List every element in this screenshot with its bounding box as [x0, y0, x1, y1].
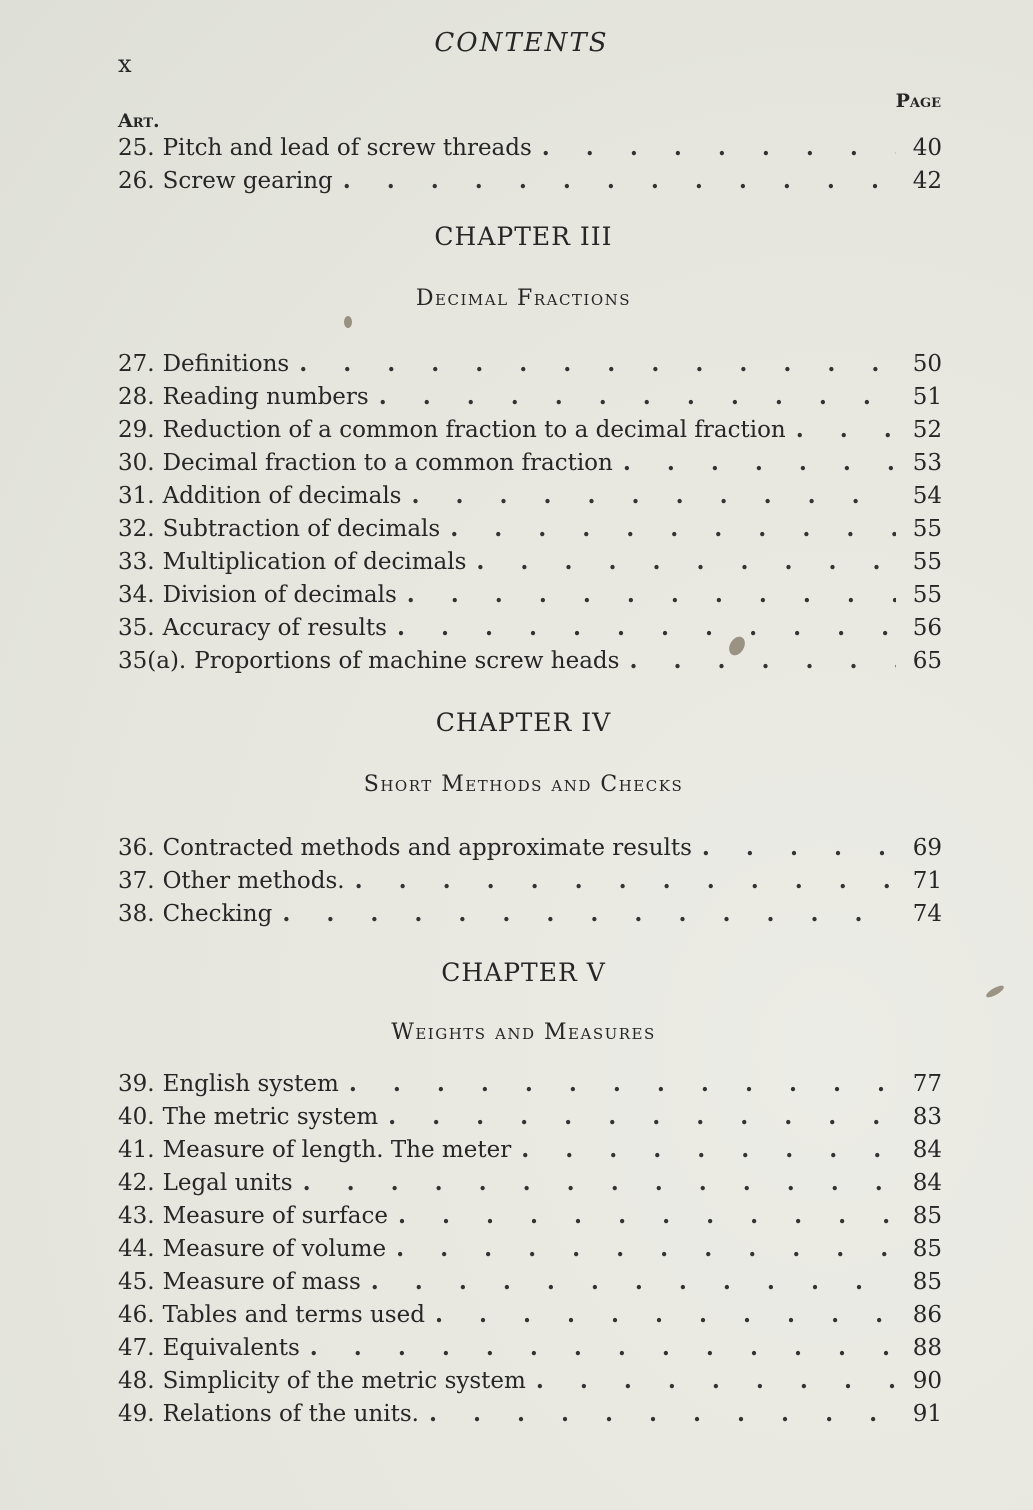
entry-page-number: 90	[912, 1368, 942, 1394]
chapter-title: CHAPTER V	[441, 958, 606, 987]
dot-leader	[450, 515, 896, 542]
dot-leader	[702, 834, 896, 861]
dot-leader	[623, 449, 896, 476]
entry-title: Measure of volume	[162, 1236, 387, 1262]
entry-number: 31.	[118, 483, 155, 509]
entry-number: 27.	[118, 351, 155, 377]
entry-number: 44.	[118, 1236, 155, 1262]
dot-leader	[435, 1301, 896, 1328]
entry-page-number: 85	[912, 1269, 942, 1295]
entry-title: Reduction of a common fraction to a decimal fraction	[162, 417, 786, 443]
dot-leader	[542, 134, 896, 161]
entry-number: 30.	[118, 450, 155, 476]
entry-number: 29.	[118, 417, 155, 443]
entry-title: Simplicity of the metric system	[162, 1368, 526, 1394]
toc-section	[118, 828, 942, 927]
chapter-title: CHAPTER IV	[435, 708, 612, 737]
entry-title: Accuracy of results	[162, 615, 387, 641]
entry-title: Tables and terms used	[162, 1302, 425, 1328]
toc-entry	[118, 575, 942, 608]
toc-entry	[118, 1262, 942, 1295]
toc-entry	[118, 1295, 942, 1328]
entry-number: 28.	[118, 384, 155, 410]
toc-entry	[118, 1394, 942, 1427]
entry-title: Contracted methods and approximate results	[162, 835, 692, 861]
toc-entry	[118, 1196, 942, 1229]
entry-number: 38.	[118, 901, 155, 927]
dot-leader	[398, 1202, 896, 1229]
entry-title: Legal units	[162, 1170, 293, 1196]
entry-title: Pitch and lead of screw threads	[162, 135, 532, 161]
dot-leader	[355, 867, 896, 894]
entry-number: 26.	[118, 168, 155, 194]
toc-entry	[118, 161, 942, 194]
toc-entry	[118, 1097, 942, 1130]
entry-number: 36.	[118, 835, 155, 861]
dot-leader	[349, 1070, 896, 1097]
toc-entry	[118, 1064, 942, 1097]
entry-page-number: 86	[912, 1302, 942, 1328]
dot-leader	[476, 548, 896, 575]
chapter-title: CHAPTER III	[434, 222, 613, 251]
entry-title: Measure of length. The meter	[162, 1137, 512, 1163]
entry-number: 35.	[118, 615, 155, 641]
toc-entry	[118, 828, 942, 861]
section-title: Decimal Fractions	[415, 286, 632, 311]
entry-title: Relations of the units.	[162, 1401, 419, 1427]
ink-spot	[344, 316, 352, 328]
running-head: CONTENTS	[434, 28, 609, 58]
entry-title: Decimal fraction to a common fraction	[162, 450, 613, 476]
entry-number: 49.	[118, 1401, 155, 1427]
toc-entry	[118, 641, 942, 674]
entry-number: 32.	[118, 516, 155, 542]
toc-section	[118, 128, 942, 194]
entry-page-number: 85	[912, 1236, 942, 1262]
entry-number: 46.	[118, 1302, 155, 1328]
entry-page-number: 50	[912, 351, 942, 377]
entry-page-number: 51	[912, 384, 942, 410]
entry-title: Measure of surface	[162, 1203, 388, 1229]
entry-page-number: 42	[912, 168, 942, 194]
entry-title: Other methods.	[162, 868, 345, 894]
toc-entry	[118, 509, 942, 542]
entry-page-number: 84	[912, 1137, 942, 1163]
entry-page-number: 65	[912, 648, 942, 674]
dot-leader	[303, 1169, 896, 1196]
dot-leader	[379, 383, 896, 410]
entry-page-number: 52	[912, 417, 942, 443]
page-folio: x	[118, 50, 132, 78]
entry-page-number: 40	[912, 135, 942, 161]
entry-title: Subtraction of decimals	[162, 516, 441, 542]
entry-title: Definitions	[162, 351, 290, 377]
entry-page-number: 85	[912, 1203, 942, 1229]
dot-leader	[536, 1367, 896, 1394]
entry-title: Addition of decimals	[162, 483, 402, 509]
toc-entry	[118, 1361, 942, 1394]
dot-leader	[371, 1268, 896, 1295]
dot-leader	[521, 1136, 896, 1163]
page-column-label: Page	[895, 90, 941, 112]
entry-title: The metric system	[162, 1104, 379, 1130]
entry-number: 39.	[118, 1071, 155, 1097]
dot-leader	[429, 1400, 896, 1427]
entry-number: 35(a).	[118, 648, 187, 674]
entry-number: 40.	[118, 1104, 155, 1130]
dot-leader	[343, 167, 896, 194]
dot-leader	[397, 614, 896, 641]
entry-page-number: 55	[912, 582, 942, 608]
entry-number: 43.	[118, 1203, 155, 1229]
toc-entry	[118, 1328, 942, 1361]
entry-title: Multiplication of decimals	[162, 549, 467, 575]
dot-leader	[396, 1235, 896, 1262]
section-title: Short Methods and Checks	[363, 772, 684, 797]
entry-title: Division of decimals	[162, 582, 397, 608]
entry-number: 48.	[118, 1368, 155, 1394]
entry-title: Checking	[162, 901, 273, 927]
entry-number: 34.	[118, 582, 155, 608]
entry-page-number: 77	[912, 1071, 942, 1097]
dot-leader	[388, 1103, 896, 1130]
entry-title: Reading numbers	[162, 384, 369, 410]
entry-number: 41.	[118, 1137, 155, 1163]
toc-section	[118, 344, 942, 674]
section-title: Weights and Measures	[391, 1020, 656, 1045]
dot-leader	[411, 482, 896, 509]
entry-page-number: 88	[912, 1335, 942, 1361]
entry-number: 47.	[118, 1335, 155, 1361]
entry-number: 33.	[118, 549, 155, 575]
toc-entry	[118, 1163, 942, 1196]
dot-leader	[282, 900, 896, 927]
toc-entry	[118, 861, 942, 894]
entry-page-number: 55	[912, 549, 942, 575]
entry-title: Measure of mass	[162, 1269, 361, 1295]
entry-number: 45.	[118, 1269, 155, 1295]
entry-page-number: 53	[912, 450, 942, 476]
entry-page-number: 54	[912, 483, 942, 509]
toc-entry	[118, 1130, 942, 1163]
toc-entry	[118, 476, 942, 509]
toc-entry	[118, 344, 942, 377]
entry-title: English system	[162, 1071, 339, 1097]
toc-entry	[118, 894, 942, 927]
toc-section	[118, 1064, 942, 1427]
entry-page-number: 71	[912, 868, 942, 894]
toc-entry	[118, 542, 942, 575]
entry-number: 25.	[118, 135, 155, 161]
entry-page-number: 55	[912, 516, 942, 542]
art-column-label: Art.	[118, 110, 160, 132]
toc-entry	[118, 1229, 942, 1262]
entry-title: Screw gearing	[162, 168, 333, 194]
entry-page-number: 74	[912, 901, 942, 927]
toc-entry	[118, 443, 942, 476]
dot-leader	[796, 416, 896, 443]
toc-entry	[118, 377, 942, 410]
dot-leader	[407, 581, 896, 608]
dot-leader	[310, 1334, 896, 1361]
entry-page-number: 69	[912, 835, 942, 861]
toc-entry	[118, 410, 942, 443]
entry-title: Proportions of machine screw heads	[194, 648, 620, 674]
dot-leader	[299, 350, 896, 377]
entry-page-number: 56	[912, 615, 942, 641]
entry-title: Equivalents	[162, 1335, 300, 1361]
toc-entry	[118, 608, 942, 641]
toc-entry	[118, 128, 942, 161]
entry-page-number: 91	[912, 1401, 942, 1427]
entry-number: 37.	[118, 868, 155, 894]
entry-page-number: 84	[912, 1170, 942, 1196]
entry-page-number: 83	[912, 1104, 942, 1130]
dot-leader	[629, 647, 896, 674]
entry-number: 42.	[118, 1170, 155, 1196]
